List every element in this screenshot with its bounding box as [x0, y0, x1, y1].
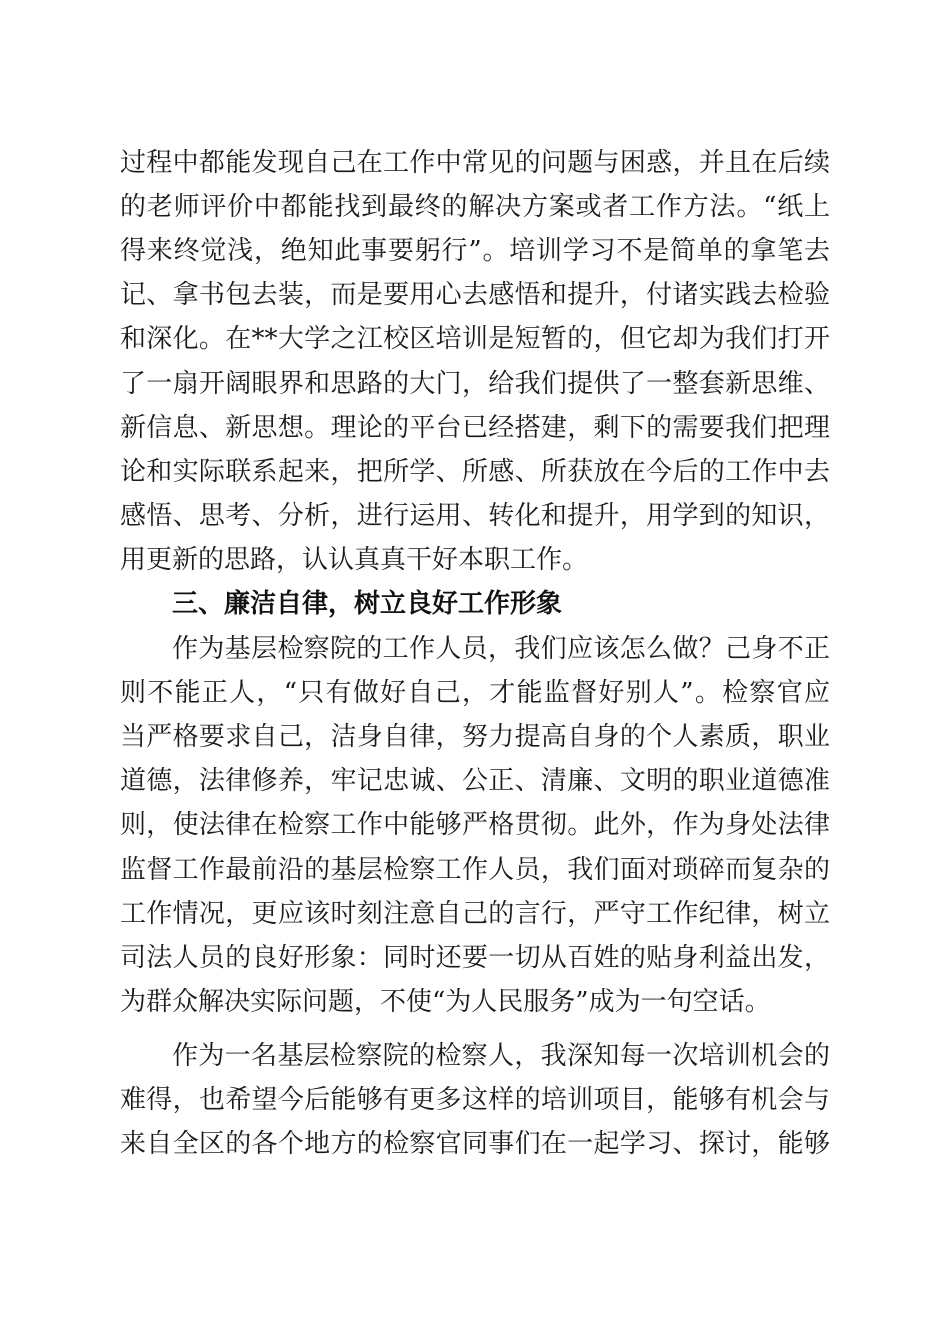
section-heading: 三、廉洁自律，树立良好工作形象: [172, 589, 563, 619]
paragraph-1-line: 感悟、思考、分析，进行运用、转化和提升，用学到的知识，: [120, 501, 830, 531]
paragraph-2-line: 工作情况，更应该时刻注意自己的言行，严守工作纪律，树立: [120, 899, 830, 929]
paragraph-1-line: 论和实际联系起来，把所学、所感、所获放在今后的工作中去: [120, 457, 830, 487]
paragraph-1-line: 新信息、新思想。理论的平台已经搭建，剩下的需要我们把理: [120, 413, 830, 443]
paragraph-1-line: 记、拿书包去装，而是要用心去感悟和提升，付诸实践去检验: [120, 280, 830, 310]
paragraph-2-line: 则不能正人，“只有做好自己，才能监督好别人”。检察官应: [120, 678, 830, 708]
paragraph-3-line: 难得，也希望今后能够有更多这样的培训项目，能够有机会与: [120, 1085, 830, 1115]
paragraph-2-line: 为群众解决实际问题，不使“为人民服务”成为一句空话。: [120, 987, 771, 1017]
paragraph-2-line: 道德，法律修养，牢记忠诚、公正、清廉、文明的职业道德准: [120, 766, 830, 796]
paragraph-1-line: 过程中都能发现自己在工作中常见的问题与困惑，并且在后续: [120, 148, 830, 178]
paragraph-1-line: 的老师评价中都能找到最终的解决方案或者工作方法。“纸上: [120, 192, 830, 222]
paragraph-3-line: 来自全区的各个地方的检察官同事们在一起学习、探讨，能够: [120, 1129, 830, 1159]
paragraph-3-line: 作为一名基层检察院的检察人，我深知每一次培训机会的: [172, 1041, 830, 1071]
paragraph-1-line: 和深化。在**大学之江校区培训是短暂的，但它却为我们打开: [120, 324, 830, 354]
paragraph-1-line: 用更新的思路，认认真真干好本职工作。: [120, 545, 589, 575]
paragraph-2-line: 作为基层检察院的工作人员，我们应该怎么做？己身不正: [172, 634, 830, 664]
paragraph-2-line: 监督工作最前沿的基层检察工作人员，我们面对琐碎而复杂的: [120, 855, 830, 885]
paragraph-2-line: 则，使法律在检察工作中能够严格贯彻。此外，作为身处法律: [120, 810, 830, 840]
paragraph-1-line: 得来终觉浅，绝知此事要躬行”。培训学习不是简单的拿笔去: [120, 236, 830, 266]
paragraph-2-line: 司法人员的良好形象：同时还要一切从百姓的贴身利益出发，: [120, 943, 830, 973]
paragraph-2-line: 当严格要求自己，洁身自律，努力提高自身的个人素质，职业: [120, 722, 830, 752]
paragraph-1-line: 了一扇开阔眼界和思路的大门，给我们提供了一整套新思维、: [120, 369, 830, 399]
